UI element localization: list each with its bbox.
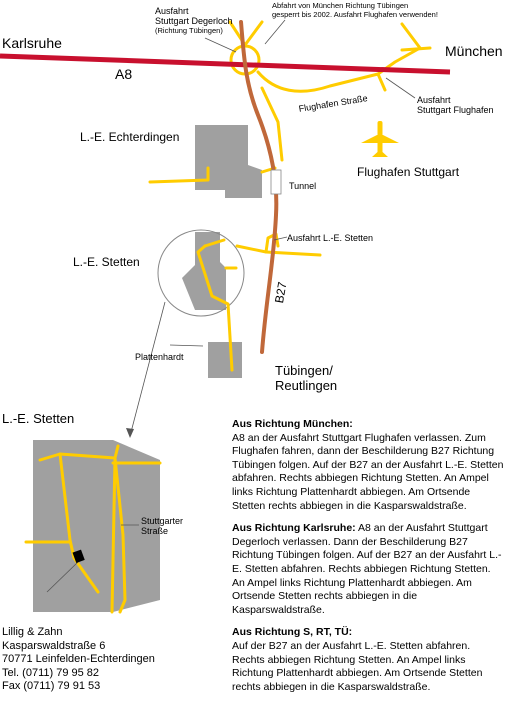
directions-heading: Aus Richtung Karlsruhe: xyxy=(232,522,356,535)
directions-south xyxy=(232,626,504,694)
label-karlsruhe: Karlsruhe xyxy=(2,35,62,51)
directions-karlsruhe xyxy=(232,522,504,617)
pointer-plattenhardt xyxy=(170,345,203,346)
label-tunnel: Tunnel xyxy=(289,181,317,191)
pointer-closure xyxy=(265,20,285,44)
label-tuebingen: Tübingen/ Reutlingen xyxy=(275,363,338,393)
label-stuttgarter-strasse: Stuttgarter Straße xyxy=(141,516,184,537)
zoom-pointer-arrow xyxy=(126,428,134,438)
directions-body: A8 an der Ausfahrt Stuttgart Flughafen verlassen. Zum Flughafen fahren, dann der Beschilderung B27 Richtung Tübingen folgen. Auf der B27 an der Ausfahrt L.-E. Stetten abfahren. Rechts abbiegen Richtung Stetten. An Ampel links Richtung Plattenhardt abbiegen. Am Ortsende Stetten rechts abbiegen in die Kasparswaldstraße. xyxy=(232,431,504,512)
label-closure-note: Abfahrt von München Richtung Tübingen gesperrt bis 2002. Ausfahrt Flughafen verwenden! xyxy=(272,1,438,19)
label-airport: Flughafen Stuttgart xyxy=(357,165,460,179)
label-b27: B27 xyxy=(272,280,290,305)
address-phone: Tel. (0711) 79 95 82 xyxy=(2,666,100,679)
airplane-icon xyxy=(361,121,399,157)
label-exit-degerloch: Ausfahrt Stuttgart Degerloch (Richtung Tübingen) xyxy=(155,6,233,35)
address-fax: Fax (0711) 79 91 53 xyxy=(2,680,101,692)
town-plattenhardt xyxy=(208,342,242,378)
company-address xyxy=(2,626,155,694)
directions-body: Auf der B27 an der Ausfahrt L.-E. Stetten abfahren. Rechts abbiegen Richtung Stetten. An Ampel links Richtung Plattenhardt abbiegen. Am Ortsende Stetten rechts abbiegen in die Kasparswaldstraße. xyxy=(232,639,483,693)
label-flughafen-strasse: Flughafen Straße xyxy=(298,93,369,114)
address-city: 70771 Leinfelden-Echterdingen xyxy=(2,653,155,665)
label-exit-stetten: Ausfahrt L.-E. Stetten xyxy=(287,233,374,243)
label-muenchen: München xyxy=(445,43,503,59)
directions-heading: Aus Richtung München: xyxy=(232,418,353,430)
address-name: Lillig & Zahn xyxy=(2,626,63,638)
highway-a8 xyxy=(0,56,450,72)
address-street: Kasparswaldstraße 6 xyxy=(2,639,106,652)
directions-heading: Aus Richtung S, RT, TÜ: xyxy=(232,626,353,639)
label-plattenhardt: Plattenhardt xyxy=(135,352,184,362)
label-a8: A8 xyxy=(115,66,133,82)
directions-text xyxy=(232,418,504,703)
label-echterdingen: L.-E. Echterdingen xyxy=(80,130,180,144)
directions-muenchen xyxy=(232,418,504,513)
label-exit-flughafen: Ausfahrt Stuttgart Flughafen xyxy=(417,95,494,116)
town-echterdingen xyxy=(195,125,262,198)
pointer-degerloch xyxy=(205,38,236,52)
pointer-flughafen xyxy=(386,78,415,98)
label-stetten: L.-E. Stetten xyxy=(73,255,140,269)
tunnel-marker xyxy=(271,170,281,194)
zoom-pointer-line xyxy=(130,302,165,436)
directions-body: A8 an der Ausfahrt Stuttgart Degerloch verlassen. Dann der Beschilderung B27 Richtung Tübingen folgen. Auf der B27 an der Ausfahrt L.-E. Stetten abfahren. Rechts abbiegen Richtung Stetten. An Ampel links Richtung Plattenhardt abbiegen. Am Ortsende Stetten rechts abbiegen in die Kasparswaldstraße. xyxy=(232,522,502,616)
inset-title: L.-E. Stetten xyxy=(2,411,75,426)
